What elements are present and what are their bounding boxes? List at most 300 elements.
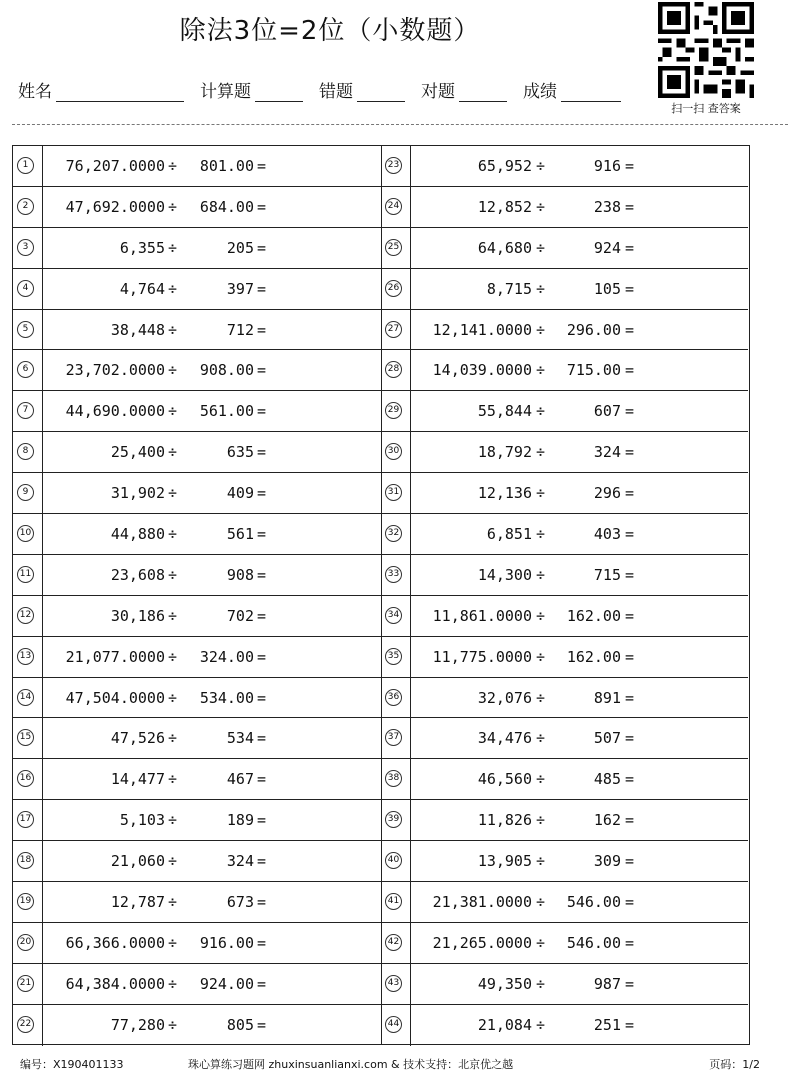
- problem-row: [381, 514, 748, 555]
- divisor: 715.00: [566, 361, 621, 380]
- row-divider: [42, 1005, 43, 1046]
- problem-row: [13, 473, 381, 514]
- divide-sign: ÷: [536, 525, 546, 544]
- problem-number: 6: [17, 361, 34, 378]
- dividend: 25,400: [110, 443, 165, 462]
- divide-sign: ÷: [536, 974, 546, 993]
- equals-sign: =: [257, 1015, 267, 1034]
- qr-caption: 扫一扫 查答案: [671, 102, 741, 115]
- problem-number: 13: [17, 648, 34, 665]
- row-divider: [410, 269, 411, 309]
- row-divider: [42, 964, 43, 1004]
- problem-row: [13, 187, 381, 228]
- problem-row: [13, 269, 381, 310]
- row-divider: [410, 187, 411, 227]
- dividend: 21,265.0000: [432, 933, 532, 952]
- problem-number: 31: [385, 484, 402, 501]
- right-count-label: 对题: [421, 82, 455, 102]
- divide-sign: ÷: [536, 811, 546, 830]
- student-info-bar: [18, 76, 658, 102]
- dividend: 5,103: [119, 811, 165, 830]
- divide-sign: ÷: [168, 688, 178, 707]
- divisor: 673: [226, 893, 254, 912]
- problem-number: 35: [385, 648, 402, 665]
- dividend: 11,775.0000: [432, 647, 532, 666]
- equals-sign: =: [257, 688, 267, 707]
- divisor: 189: [226, 811, 254, 830]
- equals-sign: =: [257, 974, 267, 993]
- problem-number: 30: [385, 443, 402, 460]
- divisor: 162.00: [566, 647, 621, 666]
- problem-row: [13, 1005, 381, 1046]
- divisor: 507: [593, 729, 621, 748]
- problem-row: [381, 841, 748, 882]
- divide-sign: ÷: [168, 1015, 178, 1034]
- divide-sign: ÷: [168, 565, 178, 584]
- dividend: 4,764: [119, 279, 165, 298]
- divide-sign: ÷: [536, 402, 546, 421]
- problem-row: [13, 923, 381, 964]
- equals-sign: =: [625, 688, 635, 707]
- problem-number: 37: [385, 729, 402, 746]
- divisor: 908: [226, 565, 254, 584]
- problem-number: 7: [17, 402, 34, 419]
- row-divider: [42, 310, 43, 350]
- dividend: 21,381.0000: [432, 893, 532, 912]
- equals-sign: =: [625, 647, 635, 666]
- problem-number: 32: [385, 525, 402, 542]
- footer: [20, 1056, 760, 1072]
- row-divider: [410, 1005, 411, 1046]
- row-divider: [410, 678, 411, 718]
- divide-sign: ÷: [168, 279, 178, 298]
- divide-sign: ÷: [536, 484, 546, 503]
- dividend: 23,702.0000: [65, 361, 165, 380]
- row-divider: [42, 800, 43, 840]
- equals-sign: =: [257, 443, 267, 462]
- row-divider: [42, 228, 43, 268]
- problem-row: [13, 800, 381, 841]
- divide-sign: ÷: [168, 770, 178, 789]
- divide-sign: ÷: [536, 157, 546, 175]
- equals-sign: =: [625, 157, 635, 175]
- row-divider: [42, 473, 43, 513]
- equals-sign: =: [625, 974, 635, 993]
- dividend: 49,350: [477, 974, 532, 993]
- problem-number: 19: [17, 893, 34, 910]
- equals-sign: =: [625, 443, 635, 462]
- score-field[interactable]: [561, 81, 621, 102]
- dividend: 21,077.0000: [65, 647, 165, 666]
- divide-sign: ÷: [168, 443, 178, 462]
- equals-sign: =: [257, 606, 267, 625]
- problem-row: [381, 596, 748, 637]
- divisor: 324.00: [199, 647, 254, 666]
- divisor: 238: [593, 197, 621, 216]
- divisor: 801.00: [199, 157, 254, 175]
- row-divider: [410, 800, 411, 840]
- divisor: 409: [226, 484, 254, 503]
- dividend: 64,384.0000: [65, 974, 165, 993]
- problem-row: [381, 473, 748, 514]
- divisor: 712: [226, 320, 254, 339]
- divisor: 296.00: [566, 320, 621, 339]
- divisor: 403: [593, 525, 621, 544]
- row-divider: [410, 432, 411, 472]
- equals-sign: =: [625, 402, 635, 421]
- dividend: 32,076: [477, 688, 532, 707]
- divide-sign: ÷: [536, 1015, 546, 1034]
- divisor: 397: [226, 279, 254, 298]
- dividend: 11,826: [477, 811, 532, 830]
- row-divider: [42, 678, 43, 718]
- divide-sign: ÷: [536, 238, 546, 257]
- calc-count-label: 计算题: [200, 82, 251, 102]
- equals-sign: =: [625, 279, 635, 298]
- dividend: 23,608: [110, 565, 165, 584]
- name-field[interactable]: [56, 81, 184, 102]
- problem-number: 25: [385, 239, 402, 256]
- problem-number: 15: [17, 729, 34, 746]
- divide-sign: ÷: [168, 238, 178, 257]
- equals-sign: =: [257, 647, 267, 666]
- equals-sign: =: [625, 770, 635, 789]
- row-divider: [410, 596, 411, 636]
- row-divider: [410, 759, 411, 799]
- divisor: 105: [593, 279, 621, 298]
- problem-row: [13, 514, 381, 555]
- dashed-divider: [12, 124, 788, 125]
- dividend: 44,880: [110, 525, 165, 544]
- equals-sign: =: [625, 565, 635, 584]
- equals-sign: =: [625, 606, 635, 625]
- problem-row: [13, 146, 381, 187]
- divide-sign: ÷: [168, 933, 178, 952]
- dividend: 14,477: [110, 770, 165, 789]
- dividend: 38,448: [110, 320, 165, 339]
- worksheet-code: 编号：X190401133: [20, 1058, 124, 1071]
- site-credit: 珠心算练习题网 zhuxinsuanlianxi.com & 技术支持：北京优之越: [188, 1058, 514, 1071]
- problem-row: [13, 718, 381, 759]
- row-divider: [42, 146, 43, 186]
- problem-row: [381, 637, 748, 678]
- problem-number: 10: [17, 525, 34, 542]
- problem-row: [13, 964, 381, 1005]
- dividend: 46,560: [477, 770, 532, 789]
- right-count-field[interactable]: [459, 81, 507, 102]
- problem-number: 14: [17, 689, 34, 706]
- problem-number: 33: [385, 566, 402, 583]
- dividend: 65,952: [477, 157, 532, 175]
- problem-number: 8: [17, 443, 34, 460]
- equals-sign: =: [625, 525, 635, 544]
- row-divider: [42, 637, 43, 677]
- problem-row: [13, 228, 381, 269]
- problem-number: 29: [385, 402, 402, 419]
- row-divider: [410, 310, 411, 350]
- dividend: 21,060: [110, 852, 165, 871]
- divide-sign: ÷: [168, 852, 178, 871]
- problem-number: 18: [17, 852, 34, 869]
- divide-sign: ÷: [168, 484, 178, 503]
- problem-number: 23: [385, 157, 402, 174]
- equals-sign: =: [257, 852, 267, 871]
- divide-sign: ÷: [536, 320, 546, 339]
- divide-sign: ÷: [168, 361, 178, 380]
- problem-row: [13, 350, 381, 391]
- divide-sign: ÷: [536, 361, 546, 380]
- page-number: 页码：1/2: [709, 1058, 760, 1071]
- problem-row: [381, 555, 748, 596]
- divide-sign: ÷: [536, 893, 546, 912]
- dividend: 21,084: [477, 1015, 532, 1034]
- equals-sign: =: [257, 402, 267, 421]
- problem-row: [13, 759, 381, 800]
- problem-number: 12: [17, 607, 34, 624]
- equals-sign: =: [625, 361, 635, 380]
- problem-number: 24: [385, 198, 402, 215]
- divide-sign: ÷: [536, 770, 546, 789]
- problem-number: 41: [385, 893, 402, 910]
- dividend: 30,186: [110, 606, 165, 625]
- divisor: 916.00: [199, 933, 254, 952]
- problem-row: [381, 391, 748, 432]
- equals-sign: =: [625, 852, 635, 871]
- row-divider: [42, 187, 43, 227]
- divisor: 162: [593, 811, 621, 830]
- row-divider: [42, 555, 43, 595]
- dividend: 12,141.0000: [432, 320, 532, 339]
- problem-row: [381, 923, 748, 964]
- divisor: 534.00: [199, 688, 254, 707]
- problem-row: [381, 800, 748, 841]
- problem-row: [381, 269, 748, 310]
- dividend: 76,207.0000: [65, 157, 165, 175]
- dividend: 6,355: [119, 238, 165, 257]
- dividend: 31,902: [110, 484, 165, 503]
- equals-sign: =: [257, 197, 267, 216]
- problem-column-right: [381, 146, 748, 1044]
- equals-sign: =: [257, 484, 267, 503]
- problem-number: 22: [17, 1016, 34, 1033]
- equals-sign: =: [625, 933, 635, 952]
- row-divider: [42, 391, 43, 431]
- row-divider: [42, 596, 43, 636]
- divide-sign: ÷: [168, 647, 178, 666]
- wrong-count-field[interactable]: [357, 81, 405, 102]
- row-divider: [410, 228, 411, 268]
- dividend: 47,504.0000: [65, 688, 165, 707]
- qr-code-icon[interactable]: [658, 2, 754, 98]
- problem-number: 26: [385, 280, 402, 297]
- problem-number: 5: [17, 321, 34, 338]
- divide-sign: ÷: [536, 933, 546, 952]
- name-label: 姓名: [18, 82, 52, 102]
- equals-sign: =: [625, 1015, 635, 1034]
- divide-sign: ÷: [168, 197, 178, 216]
- problem-number: 4: [17, 280, 34, 297]
- dividend: 13,905: [477, 852, 532, 871]
- equals-sign: =: [625, 197, 635, 216]
- row-divider: [42, 882, 43, 922]
- problem-row: [13, 391, 381, 432]
- problem-number: 36: [385, 689, 402, 706]
- divide-sign: ÷: [536, 443, 546, 462]
- dividend: 64,680: [477, 238, 532, 257]
- equals-sign: =: [257, 770, 267, 789]
- divide-sign: ÷: [168, 811, 178, 830]
- problem-number: 2: [17, 198, 34, 215]
- divisor: 916: [593, 157, 621, 175]
- problem-row: [381, 310, 748, 351]
- row-divider: [410, 473, 411, 513]
- problem-number: 44: [385, 1016, 402, 1033]
- row-divider: [410, 514, 411, 554]
- row-divider: [42, 759, 43, 799]
- dividend: 18,792: [477, 443, 532, 462]
- problem-number: 40: [385, 852, 402, 869]
- problem-row: [381, 146, 748, 187]
- problem-number: 34: [385, 607, 402, 624]
- equals-sign: =: [257, 238, 267, 257]
- divisor: 924: [593, 238, 621, 257]
- problem-row: [13, 310, 381, 351]
- divisor: 546.00: [566, 893, 621, 912]
- problem-number: 17: [17, 811, 34, 828]
- divisor: 635: [226, 443, 254, 462]
- divisor: 987: [593, 974, 621, 993]
- row-divider: [410, 555, 411, 595]
- dividend: 6,851: [486, 525, 532, 544]
- divide-sign: ÷: [536, 647, 546, 666]
- row-divider: [410, 718, 411, 758]
- row-divider: [42, 269, 43, 309]
- divisor: 702: [226, 606, 254, 625]
- divide-sign: ÷: [168, 402, 178, 421]
- dividend: 55,844: [477, 402, 532, 421]
- divisor: 296: [593, 484, 621, 503]
- equals-sign: =: [625, 729, 635, 748]
- divisor: 546.00: [566, 933, 621, 952]
- calc-count-field[interactable]: [255, 81, 303, 102]
- problem-number: 27: [385, 321, 402, 338]
- divide-sign: ÷: [168, 606, 178, 625]
- row-divider: [410, 350, 411, 390]
- row-divider: [42, 841, 43, 881]
- row-divider: [42, 923, 43, 963]
- equals-sign: =: [257, 893, 267, 912]
- row-divider: [410, 923, 411, 963]
- divisor: 924.00: [199, 974, 254, 993]
- divisor: 607: [593, 402, 621, 421]
- equals-sign: =: [257, 933, 267, 952]
- equals-sign: =: [625, 893, 635, 912]
- dividend: 34,476: [477, 729, 532, 748]
- divide-sign: ÷: [536, 729, 546, 748]
- dividend: 14,300: [477, 565, 532, 584]
- divisor: 162.00: [566, 606, 621, 625]
- row-divider: [410, 841, 411, 881]
- row-divider: [410, 146, 411, 186]
- equals-sign: =: [257, 525, 267, 544]
- divisor: 534: [226, 729, 254, 748]
- divisor: 805: [226, 1015, 254, 1034]
- equals-sign: =: [257, 157, 267, 175]
- dividend: 47,526: [110, 729, 165, 748]
- equals-sign: =: [257, 565, 267, 584]
- divide-sign: ÷: [168, 729, 178, 748]
- divisor: 251: [593, 1015, 621, 1034]
- row-divider: [42, 432, 43, 472]
- problem-row: [381, 964, 748, 1005]
- problem-number: 1: [17, 157, 34, 174]
- divide-sign: ÷: [168, 157, 178, 175]
- problem-number: 21: [17, 975, 34, 992]
- divide-sign: ÷: [536, 852, 546, 871]
- divisor: 561.00: [199, 402, 254, 421]
- divisor: 715: [593, 565, 621, 584]
- row-divider: [410, 882, 411, 922]
- problem-row: [381, 350, 748, 391]
- equals-sign: =: [257, 811, 267, 830]
- divide-sign: ÷: [168, 893, 178, 912]
- divide-sign: ÷: [168, 320, 178, 339]
- dividend: 14,039.0000: [432, 361, 532, 380]
- divisor: 205: [226, 238, 254, 257]
- divisor: 891: [593, 688, 621, 707]
- divide-sign: ÷: [168, 974, 178, 993]
- divide-sign: ÷: [536, 279, 546, 298]
- problem-row: [381, 187, 748, 228]
- problem-number: 43: [385, 975, 402, 992]
- row-divider: [42, 514, 43, 554]
- equals-sign: =: [257, 729, 267, 748]
- problem-row: [381, 228, 748, 269]
- problem-number: 28: [385, 361, 402, 378]
- page-title: 除法3位=2位（小数题）: [179, 16, 481, 46]
- problem-row: [381, 1005, 748, 1046]
- dividend: 12,787: [110, 893, 165, 912]
- problem-row: [13, 555, 381, 596]
- dividend: 12,136: [477, 484, 532, 503]
- problem-row: [13, 432, 381, 473]
- divide-sign: ÷: [536, 565, 546, 584]
- problem-row: [381, 678, 748, 719]
- problem-row: [381, 759, 748, 800]
- divide-sign: ÷: [536, 606, 546, 625]
- problem-number: 3: [17, 239, 34, 256]
- divide-sign: ÷: [168, 525, 178, 544]
- problem-number: 9: [17, 484, 34, 501]
- dividend: 77,280: [110, 1015, 165, 1034]
- equals-sign: =: [625, 320, 635, 339]
- divisor: 908.00: [199, 361, 254, 380]
- problem-column-left: [13, 146, 382, 1044]
- dividend: 47,692.0000: [65, 197, 165, 216]
- equals-sign: =: [257, 279, 267, 298]
- divide-sign: ÷: [536, 197, 546, 216]
- problem-row: [381, 718, 748, 759]
- divisor: 324: [226, 852, 254, 871]
- problem-number: 20: [17, 934, 34, 951]
- problem-row: [13, 882, 381, 923]
- equals-sign: =: [625, 811, 635, 830]
- divisor: 467: [226, 770, 254, 789]
- problem-number: 16: [17, 770, 34, 787]
- divide-sign: ÷: [536, 688, 546, 707]
- dividend: 8,715: [486, 279, 532, 298]
- wrong-count-label: 错题: [319, 82, 353, 102]
